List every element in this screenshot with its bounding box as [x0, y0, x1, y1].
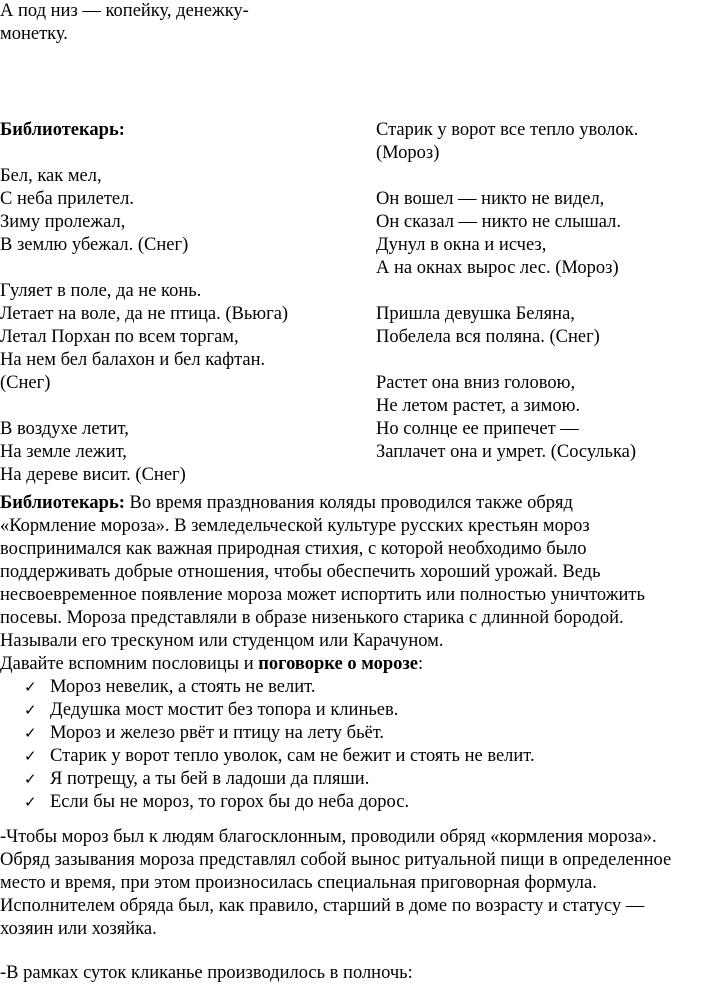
- midnight-paragraph: [0, 962, 413, 985]
- text-line: Исполнителем обряда был, как правило, старший в доме по возрасту и статусу —: [0, 896, 645, 916]
- riddle-line: Летает на воле, да не птица. (Вьюга): [0, 304, 289, 324]
- right-riddle-column: [376, 119, 638, 464]
- riddle-line: Побелела вся поляна. (Снег): [376, 327, 600, 347]
- text-line: «Кормление мороза». В земледельческой культуре русских крестьян мороз: [0, 516, 590, 536]
- proverb-text: Если бы не мороз, то горох бы до неба дорос.: [50, 792, 410, 812]
- riddle-line: (Снег): [0, 373, 51, 393]
- list-item: [24, 722, 535, 745]
- bold-run: поговорке о морозе: [258, 654, 419, 674]
- riddle-line: (Мороз): [376, 143, 440, 163]
- list-item: [24, 768, 535, 791]
- speaker-label: Библиотекарь:: [0, 120, 125, 140]
- ritual-paragraph: [0, 826, 671, 941]
- list-item: [24, 791, 535, 814]
- list-item: [24, 745, 535, 768]
- riddle-line: В воздухе летит,: [0, 419, 129, 439]
- riddle-line: С неба прилетел.: [0, 189, 134, 209]
- riddle-line: Растет она вниз головою,: [376, 373, 576, 393]
- text-run: Давайте вспомним пословицы и: [0, 654, 259, 674]
- checkmark-icon: ✓: [24, 770, 37, 788]
- text-line: воспринимался как важная природная стихия, с которой необходимо было: [0, 539, 587, 559]
- riddle-line: Дунул в окна и исчез,: [376, 235, 547, 255]
- riddle-line: На земле лежит,: [0, 442, 127, 462]
- riddle-line: Он вошел — никто не видел,: [376, 189, 605, 209]
- text-line: -В рамках суток кликанье производилось в полночь:: [0, 963, 413, 983]
- checkmark-icon: ✓: [24, 747, 37, 765]
- proverb-text: Мороз и железо рвёт и птицу на лету бьёт.: [50, 723, 385, 743]
- text-line: поддерживать добрые отношения, чтобы обеспечить хороший урожай. Ведь: [0, 562, 601, 582]
- text-line: Называли его трескуном или студенцом или Карачуном.: [0, 631, 444, 651]
- proverb-text: Я потрещу, а ты бей в ладоши да пляши.: [50, 769, 370, 789]
- proverb-text: Дедушка мост мостит без топора и клиньев.: [50, 700, 399, 720]
- riddle-line: А на окнах вырос лес. (Мороз): [376, 258, 619, 278]
- riddle-line: Пришла девушка Беляна,: [376, 304, 575, 324]
- riddle-line: На нем бел балахон и бел кафтан.: [0, 350, 266, 370]
- text-run: Во время празднования коляды проводился также обряд: [124, 493, 573, 513]
- text-line: место и время, при этом произносилась специальная приговорная формула.: [0, 873, 597, 893]
- text-line: -Чтобы мороз был к людям благосклонным, проводили обряд «кормления мороза».: [0, 827, 657, 847]
- riddle-line: Заплачет она и умрет. (Сосулька): [376, 442, 637, 462]
- top-fragment: [0, 0, 249, 46]
- text-line: монетку.: [0, 24, 68, 44]
- text-line: А под низ — копейку, денежку-: [0, 1, 249, 21]
- riddle-line: Старик у ворот все тепло уволок.: [376, 120, 639, 140]
- list-item: [24, 699, 535, 722]
- speaker-label: Библиотекарь:: [0, 493, 125, 513]
- proverb-text: Старик у ворот тепло уволок, сам не бежит и стоять не велит.: [50, 746, 535, 766]
- text-line: несвоевременное появление мороза может испортить или полностью уничтожить: [0, 585, 645, 605]
- left-riddle-column: [0, 119, 288, 487]
- text-line: Обряд зазывания мороза представлял собой вынос ритуальной пищи в определенное: [0, 850, 672, 870]
- checkmark-icon: ✓: [24, 793, 37, 811]
- text-line: хозяин или хозяйка.: [0, 919, 157, 939]
- riddle-line: На дереве висит. (Снег): [0, 465, 186, 485]
- checkmark-icon: ✓: [24, 701, 37, 719]
- riddle-line: Он сказал — никто не слышал.: [376, 212, 622, 232]
- riddle-line: В землю убежал. (Снег): [0, 235, 189, 255]
- librarian-paragraph: [0, 492, 645, 676]
- riddle-line: Не летом растет, а зимою.: [376, 396, 581, 416]
- proverb-text: Мороз невелик, а стоять не велит.: [50, 677, 316, 697]
- text-line: посевы. Мороза представляли в образе низенького старика с длинной бородой.: [0, 608, 624, 628]
- riddle-line: Летал Порхан по всем торгам,: [0, 327, 239, 347]
- riddle-line: Гуляет в поле, да не конь.: [0, 281, 202, 301]
- checkmark-icon: ✓: [24, 724, 37, 742]
- proverbs-list: [24, 676, 535, 814]
- riddle-line: Но солнце ее припечет —: [376, 419, 579, 439]
- riddle-line: Зиму пролежал,: [0, 212, 126, 232]
- text-run: :: [418, 654, 424, 674]
- list-item: [24, 676, 535, 699]
- checkmark-icon: ✓: [24, 678, 37, 696]
- riddle-line: Бел, как мел,: [0, 166, 102, 186]
